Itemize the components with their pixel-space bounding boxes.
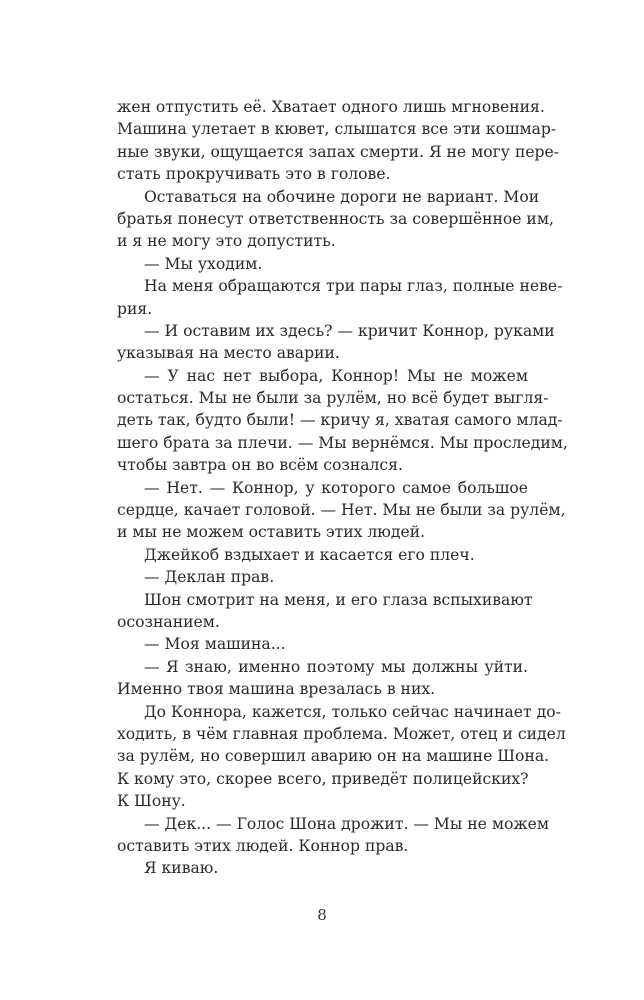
text-line: Шон смотрит на меня, и его глаза вспыхивают xyxy=(144,590,533,609)
text-line: оставить этих людей. Коннор прав. xyxy=(117,836,409,855)
text-line: К кому это, скорее всего, приведёт полицейских? xyxy=(117,769,529,788)
text-line: деть так, будто были! — кричу я, хватая самого млад- xyxy=(117,411,563,430)
text-line: — У нас нет выбора, Коннор! Мы не можем xyxy=(144,366,528,385)
text-line: ходить, в чём главная проблема. Может, отец и сидел xyxy=(117,724,566,743)
text-line: остаться. Мы не были за рулём, но всё будет выгля- xyxy=(117,389,549,408)
text-line: за рулём, но совершил аварию он на машине Шона. xyxy=(117,747,550,766)
text-line: осознанием. xyxy=(117,612,220,631)
text-line: рия. xyxy=(117,299,153,318)
page-body-text xyxy=(117,96,568,880)
text-line: Джейкоб вздыхает и касается его плеч. xyxy=(144,545,475,564)
text-line: — И оставим их здесь? — кричит Коннор, руками xyxy=(144,321,555,340)
text-line: сердце, качает головой. — Нет. Мы не были за рулём, xyxy=(117,501,566,520)
text-line: На меня обращаются три пары глаз, полные неве- xyxy=(144,277,563,296)
text-line: ные звуки, ощущается запах смерти. Я не могу пере- xyxy=(117,142,560,161)
text-line: и я не могу это допустить. xyxy=(117,232,336,251)
text-line: — Моя машина... xyxy=(144,635,286,654)
text-line: братья понесут ответственность за совершённое им, xyxy=(117,209,554,228)
text-line: Оставаться на обочине дороги не вариант. Мои xyxy=(144,187,540,206)
text-line: Машина улетает в кювет, слышатся все эти кошмар- xyxy=(117,120,557,139)
text-line: — Нет. — Коннор, у которого самое большое xyxy=(144,478,528,497)
text-line: указывая на место аварии. xyxy=(117,344,340,363)
text-line: Именно твоя машина врезалась в них. xyxy=(117,680,436,699)
page-number: 8 xyxy=(317,906,327,924)
text-line: — Я знаю, именно поэтому мы должны уйти. xyxy=(144,657,528,676)
text-line: До Коннора, кажется, только сейчас начинает до- xyxy=(144,702,561,721)
text-line: Я киваю. xyxy=(144,859,219,878)
text-line: и мы не можем оставить этих людей. xyxy=(117,523,426,542)
text-line: — Мы уходим. xyxy=(144,254,263,273)
text-line: жен отпустить её. Хватает одного лишь мгновения. xyxy=(117,98,545,116)
text-line: шего брата за плечи. — Мы вернёмся. Мы проследим, xyxy=(117,433,568,452)
text-line: — Деклан прав. xyxy=(144,568,275,587)
text-line: чтобы завтра он во всём сознался. xyxy=(117,456,403,475)
text-line: стать прокручивать это в голове. xyxy=(117,165,391,184)
text-line: К Шону. xyxy=(117,792,186,811)
text-line: — Дек... — Голос Шона дрожит. — Мы не можем xyxy=(144,814,550,833)
